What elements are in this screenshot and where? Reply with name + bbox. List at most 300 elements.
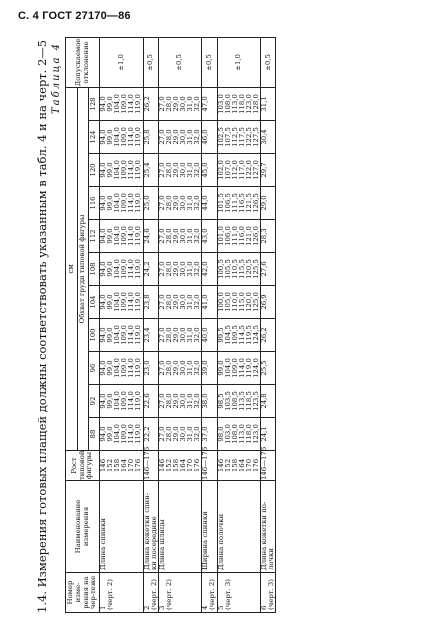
cell-line: 122,5: [244, 127, 253, 147]
height-cell: [201, 446, 217, 481]
header-name: Наименование измерения: [66, 481, 100, 573]
cell-line: 38,0: [201, 393, 210, 409]
cell-line: (черт. 2): [208, 579, 217, 610]
size-header-cell: 112: [89, 220, 100, 253]
cell-line: 28,0: [164, 294, 173, 310]
value-cell: [217, 385, 261, 418]
cell-line: 158: [113, 458, 122, 473]
cell-line: 32,0: [193, 360, 202, 376]
cell-line: 27,0: [157, 393, 166, 409]
size-header-cell: 116: [89, 187, 100, 220]
value-cell: [143, 352, 158, 385]
cell-line: 29,0: [171, 129, 180, 145]
value-cell: [261, 187, 276, 220]
value-cell: [143, 418, 158, 451]
cell-line: 31,0: [186, 360, 195, 376]
cell-line: 124,0: [251, 358, 260, 378]
cell-line: 109,0: [120, 424, 129, 444]
measurement-number-cell: [143, 573, 158, 613]
section-caption: 1.4. Измерения готовых плащей должны соответствовать указанным в табл. 4 и на черт. 2—5: [35, 39, 49, 613]
cell-line: 119,0: [134, 325, 143, 345]
measurement-number-cell: [217, 573, 261, 613]
cell-line: 152: [223, 458, 232, 473]
cell-line: 111,0: [230, 226, 239, 246]
cell-line: 146—176: [201, 446, 210, 480]
value-cell: [261, 253, 276, 286]
cell-line: Длина кокетки по-: [260, 501, 269, 570]
cell-line: 127,5: [251, 127, 260, 147]
value-cell: [261, 319, 276, 352]
cell-line: 27,0: [157, 261, 166, 277]
cell-line: 94,0: [99, 195, 107, 211]
value-cell: [158, 154, 202, 187]
value-cell: [202, 418, 217, 451]
size-header-cell: 124: [89, 121, 100, 154]
cell-line: 31,0: [186, 129, 195, 145]
cell-line: 27,6: [260, 261, 269, 277]
size-header-cell: 96: [89, 352, 100, 385]
value-cell: [202, 253, 217, 286]
cell-line: 31,0: [186, 393, 195, 409]
cell-line: 29,0: [171, 327, 180, 343]
cell-line: 99,0: [106, 393, 115, 409]
cell-line: 114,0: [127, 94, 136, 114]
cell-line: 24,6: [142, 228, 151, 244]
cell-line: 119,0: [134, 358, 143, 378]
cell-line: 28,3: [260, 228, 269, 244]
measurement-name-cell: [100, 481, 144, 573]
cell-line: Длина спинки: [99, 518, 107, 570]
cell-line: 29,0: [171, 195, 180, 211]
cell-line: (черт. 2): [106, 579, 115, 610]
cell-line: 127,0: [251, 160, 260, 180]
cell-line: 30,0: [179, 327, 188, 343]
cell-line: 117,5: [237, 127, 246, 147]
cell-line: 114,5: [237, 325, 246, 345]
value-cell: [202, 319, 217, 352]
cell-line: 24,2: [142, 261, 151, 277]
cell-line: 29,0: [171, 96, 180, 112]
cell-line: 39,0: [201, 360, 210, 376]
cell-line: 116,0: [237, 226, 246, 246]
cell-line: 105,0: [223, 292, 232, 312]
cell-line: 121,0: [244, 226, 253, 246]
cell-line: 101,5: [216, 193, 225, 213]
value-cell: [158, 187, 202, 220]
cell-line: 99,0: [106, 129, 115, 145]
cell-line: 119,0: [134, 160, 143, 180]
cell-line: 104,0: [113, 259, 122, 279]
cell-line: 1: [99, 605, 107, 610]
cell-line: 114,0: [237, 358, 246, 378]
cell-line: 40,0: [201, 327, 210, 343]
value-cell: [158, 286, 202, 319]
cell-line: 110,0: [230, 292, 239, 312]
cell-line: 109,0: [120, 391, 129, 411]
cell-line: 30,0: [179, 228, 188, 244]
cell-line: 114,0: [127, 391, 136, 411]
cell-line: 123,0: [251, 424, 260, 444]
cell-line: 30,0: [179, 393, 188, 409]
cell-line: (черт. 2): [164, 579, 173, 610]
value-cell: [217, 121, 261, 154]
cell-line: 32,0: [193, 96, 202, 112]
cell-line: 158: [171, 458, 180, 473]
value-cell: [217, 220, 261, 253]
value-cell: [158, 87, 202, 120]
value-cell: [261, 121, 276, 154]
cell-line: 104,0: [113, 424, 122, 444]
value-cell: [202, 87, 217, 120]
table-row: [143, 37, 158, 612]
cell-line: 104,0: [113, 127, 122, 147]
value-cell: [217, 319, 261, 352]
header-tolerance: Допускаемое отклонение: [66, 37, 100, 87]
cell-line: 120,5: [244, 259, 253, 279]
cell-line: 31,0: [186, 228, 195, 244]
cell-line: 109,5: [230, 325, 239, 345]
measurements-table: [65, 37, 276, 613]
cell-line: 120,0: [244, 292, 253, 312]
cell-line: 26,9: [260, 294, 269, 310]
cell-line: 99,0: [106, 426, 115, 442]
cell-line: 104,0: [113, 325, 122, 345]
height-cell: [100, 451, 144, 481]
cell-line: 170: [127, 458, 136, 473]
header-height: Рост типовой фигуры: [66, 451, 100, 481]
cell-line: 164: [179, 458, 188, 473]
cell-line: 3: [157, 605, 166, 610]
cell-line: 44,0: [201, 195, 210, 211]
cell-line: 119,0: [134, 94, 143, 114]
size-header-cell: 128: [89, 87, 100, 120]
cell-line: 114,0: [127, 127, 136, 147]
cell-line: 29,0: [171, 294, 180, 310]
cell-line: 94,0: [99, 393, 107, 409]
cell-line: 104,0: [113, 391, 122, 411]
cell-line: 146: [157, 458, 166, 473]
value-cell: [261, 286, 276, 319]
cell-line: 109,0: [120, 259, 129, 279]
header-chest-girth: Обхват груди типовой фигуры: [78, 87, 89, 450]
tolerance-cell: ±0,5: [158, 37, 202, 87]
cell-line: 118,0: [237, 94, 246, 114]
cell-line: 94,0: [99, 327, 107, 343]
cell-line: 27,0: [157, 294, 166, 310]
cell-line: 114,0: [127, 259, 136, 279]
cell-line: 170: [186, 458, 195, 473]
height-cell: [142, 446, 158, 481]
cell-line: 31,0: [186, 426, 195, 442]
cell-line: 28,0: [164, 228, 173, 244]
cell-line: 102,0: [216, 160, 225, 180]
cell-line: 113,5: [237, 391, 246, 411]
cell-line: 176: [134, 458, 143, 473]
cell-line: 126,0: [251, 226, 260, 246]
cell-line: лочки: [267, 548, 276, 570]
cell-line: 114,0: [127, 325, 136, 345]
value-cell: [158, 121, 202, 154]
cell-line: 31,0: [186, 96, 195, 112]
cell-line: 122,0: [244, 160, 253, 180]
measurement-number-cell: [261, 573, 276, 613]
value-cell: [217, 418, 261, 451]
cell-line: 99,0: [216, 360, 225, 376]
value-cell: [158, 352, 202, 385]
measurement-name-cell: [261, 481, 276, 573]
tolerance-cell: ±0,5: [202, 37, 217, 87]
cell-line: 29,0: [260, 195, 269, 211]
cell-line: 25,8: [142, 129, 151, 145]
value-cell: [100, 154, 144, 187]
table-body: [100, 37, 276, 612]
cell-line: 28,0: [164, 162, 173, 178]
cell-line: 94,0: [99, 426, 107, 442]
value-cell: [143, 187, 158, 220]
cell-line: 31,0: [186, 294, 195, 310]
cell-line: 110,5: [230, 259, 239, 279]
cell-line: 29,7: [260, 162, 269, 178]
cell-line: 29,0: [171, 228, 180, 244]
value-cell: [202, 154, 217, 187]
cell-line: 119,0: [134, 226, 143, 246]
cell-line: 25,0: [142, 195, 151, 211]
cell-line: 28,0: [164, 195, 173, 211]
tolerance-cell: ±0,5: [143, 37, 158, 87]
cell-line: 106,0: [223, 226, 232, 246]
cell-line: 28,0: [164, 327, 173, 343]
size-header-cell: 108: [89, 253, 100, 286]
cell-line: 104,0: [113, 193, 122, 213]
cell-line: 111,5: [230, 193, 239, 213]
cell-line: 99,0: [106, 96, 115, 112]
cell-line: 146—176: [260, 446, 269, 480]
cell-line: 123,0: [244, 94, 253, 114]
cell-line: 28,0: [164, 360, 173, 376]
cell-line: (черт. 3): [267, 579, 276, 610]
cell-line: 27,0: [157, 327, 166, 343]
cell-line: 94,0: [99, 96, 107, 112]
cell-line: 30,0: [179, 294, 188, 310]
cell-line: 100,0: [216, 292, 225, 312]
cell-line: 176: [251, 458, 260, 473]
cell-line: 99,0: [106, 360, 115, 376]
value-cell: [202, 121, 217, 154]
cell-line: 118,0: [244, 424, 253, 444]
cell-line: 128,0: [251, 94, 260, 114]
cell-line: 30,0: [179, 195, 188, 211]
cell-line: 119,0: [134, 127, 143, 147]
cell-line: 94,0: [99, 162, 107, 178]
cell-line: Длина кокетки спин-: [142, 492, 151, 570]
cell-line: 23,8: [142, 294, 151, 310]
cell-line: 31,0: [186, 162, 195, 178]
value-cell: [158, 319, 202, 352]
cell-line: 32,0: [193, 261, 202, 277]
cell-line: (черт. 3): [223, 579, 232, 610]
cell-line: 108,0: [230, 424, 239, 444]
cell-line: 123,5: [251, 391, 260, 411]
height-cell: [260, 446, 276, 481]
cell-line: 29,0: [171, 426, 180, 442]
cell-line: (черт. 2): [149, 579, 158, 610]
cell-line: 104,0: [113, 94, 122, 114]
cell-line: 114,0: [127, 424, 136, 444]
size-header-cell: 120: [89, 154, 100, 187]
value-cell: [158, 253, 202, 286]
cell-line: 99,5: [216, 327, 225, 343]
cell-line: 32,0: [193, 162, 202, 178]
cell-line: 4: [201, 605, 210, 610]
value-cell: [202, 187, 217, 220]
cell-line: 107,5: [223, 127, 232, 147]
value-cell: [261, 154, 276, 187]
cell-line: 98,5: [216, 393, 225, 409]
cell-line: 47,0: [201, 96, 210, 112]
rotated-page-body: [35, 38, 410, 613]
cell-line: 109,0: [120, 226, 129, 246]
cell-line: 29,0: [171, 162, 180, 178]
measurement-name-cell: [143, 481, 158, 573]
cell-line: 104,0: [113, 358, 122, 378]
cell-line: 101,0: [216, 226, 225, 246]
cell-line: 28,0: [164, 426, 173, 442]
tolerance-cell: ±0,5: [261, 37, 276, 87]
value-cell: [158, 220, 202, 253]
cell-line: 27,0: [157, 360, 166, 376]
cell-line: 22,2: [142, 426, 151, 442]
cell-line: 119,5: [244, 325, 253, 345]
tolerance-cell: ±1,0: [217, 37, 261, 87]
cell-line: 104,0: [223, 358, 232, 378]
value-cell: [100, 385, 144, 418]
cell-line: 24,1: [260, 426, 269, 442]
cell-line: 25,4: [142, 162, 151, 178]
value-cell: [202, 352, 217, 385]
header-num: Номер изме-рения на чер-теже: [66, 573, 100, 613]
cell-line: 164: [120, 458, 129, 473]
cell-line: 146: [216, 458, 225, 473]
height-cell: [217, 451, 261, 481]
cell-line: 125,0: [251, 292, 260, 312]
cell-line: 32,0: [193, 129, 202, 145]
cell-line: 158: [230, 458, 239, 473]
cell-line: 112,5: [230, 127, 239, 147]
cell-line: 112,0: [230, 160, 239, 180]
cell-line: 117,0: [237, 160, 246, 180]
table-row: [217, 37, 261, 612]
value-cell: [143, 154, 158, 187]
cell-line: 114,0: [127, 226, 136, 246]
cell-line: 146—176: [142, 446, 151, 480]
cell-line: 46,0: [201, 129, 210, 145]
cell-line: 106,5: [223, 193, 232, 213]
cell-line: 119,0: [134, 424, 143, 444]
cell-line: 114,0: [127, 193, 136, 213]
value-cell: [143, 385, 158, 418]
value-cell: [217, 187, 261, 220]
cell-line: 104,0: [113, 292, 122, 312]
value-cell: [261, 220, 276, 253]
cell-line: 99,0: [106, 162, 115, 178]
cell-line: 28,0: [164, 129, 173, 145]
cell-line: 109,0: [120, 193, 129, 213]
cell-line: 119,0: [244, 358, 253, 378]
cell-line: 94,0: [99, 360, 107, 376]
cell-line: 102,5: [216, 127, 225, 147]
cell-line: 109,0: [120, 94, 129, 114]
measurement-name-cell: [202, 481, 217, 573]
value-cell: [143, 87, 158, 120]
cell-line: 99,0: [106, 261, 115, 277]
cell-line: 45,0: [201, 162, 210, 178]
value-cell: [202, 385, 217, 418]
cell-line: 105,5: [223, 259, 232, 279]
table-row: [202, 37, 217, 612]
cell-line: 94,0: [99, 129, 107, 145]
value-cell: [100, 87, 144, 120]
cell-line: 26,2: [142, 96, 151, 112]
value-cell: [143, 319, 158, 352]
cell-line: 114,0: [127, 358, 136, 378]
cell-line: 125,5: [251, 259, 260, 279]
cell-line: 126,5: [251, 193, 260, 213]
table-caption: Таблица 4: [51, 42, 62, 115]
value-cell: [100, 319, 144, 352]
cell-line: 115,5: [237, 259, 246, 279]
cell-line: 32,0: [193, 294, 202, 310]
cell-line: 119,0: [134, 292, 143, 312]
measurement-number-cell: [202, 573, 217, 613]
cell-line: 94,0: [99, 294, 107, 310]
cell-line: 27,0: [157, 195, 166, 211]
cell-line: 22,6: [142, 393, 151, 409]
height-cell: [158, 451, 202, 481]
value-cell: [261, 87, 276, 120]
cell-line: 28,0: [164, 261, 173, 277]
cell-line: 113,0: [230, 94, 239, 114]
cell-line: Длина шлицы: [157, 519, 166, 570]
value-cell: [100, 220, 144, 253]
measurement-name-cell: [217, 481, 261, 573]
cell-line: 152: [164, 458, 173, 473]
cell-line: 23,4: [142, 327, 151, 343]
header-units: см: [66, 87, 78, 450]
cell-line: 32,0: [193, 426, 202, 442]
cell-line: 170: [244, 458, 253, 473]
tolerance-cell: ±1,0: [100, 37, 144, 87]
value-cell: [100, 187, 144, 220]
value-cell: [217, 352, 261, 385]
value-cell: [202, 220, 217, 253]
cell-line: 31,0: [186, 327, 195, 343]
cell-line: 118,5: [244, 391, 253, 411]
cell-line: 5: [216, 605, 225, 610]
cell-line: 94,0: [99, 261, 107, 277]
cell-line: 108,0: [223, 94, 232, 114]
cell-line: 109,0: [120, 292, 129, 312]
cell-line: 32,0: [193, 393, 202, 409]
value-cell: [261, 385, 276, 418]
cell-line: 23,0: [142, 360, 151, 376]
cell-line: 43,0: [201, 228, 210, 244]
cell-line: 164: [237, 458, 246, 473]
cell-line: 29,0: [171, 261, 180, 277]
value-cell: [217, 154, 261, 187]
cell-line: 116,5: [237, 193, 246, 213]
cell-line: 109,0: [120, 127, 129, 147]
value-cell: [100, 418, 144, 451]
